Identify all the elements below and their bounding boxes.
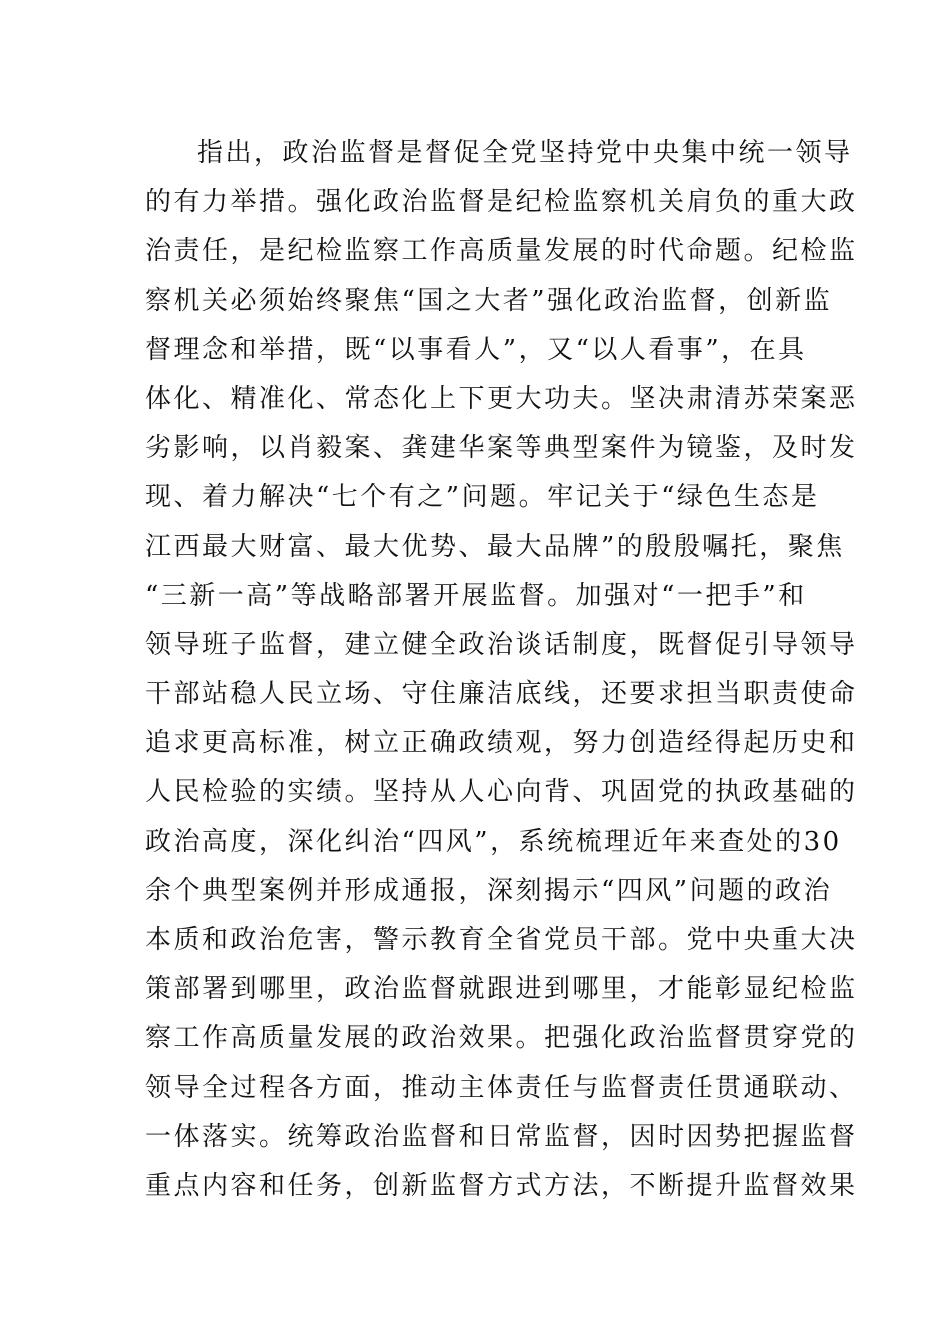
text-line-15: 政治高度，深化纠治“四风”，系统梳理近年来查处的30 — [145, 826, 842, 857]
text-line-17: 本质和政治危害，警示教育全省党员干部。党中央重大决 — [145, 925, 858, 955]
text-line-16: 余个典型案例并形成通报，深刻揭示“四风”问题的政治 — [145, 875, 833, 906]
text-line-3: 治责任，是纪检监察工作高质量发展的时代命题。纪检监 — [145, 236, 858, 267]
text-line-21: 一体落实。统筹政治监督和日常监督，因时因势把握监督 — [145, 1121, 858, 1152]
body-text — [145, 129, 858, 1211]
text-line-22: 重点内容和任务，创新监督方式方法，不断提升监督效果 — [145, 1170, 858, 1201]
text-line-18: 策部署到哪里，政治监督就跟进到哪里，才能彰显纪检监 — [145, 974, 858, 1005]
text-line-13: 追求更高标准，树立正确政绩观，努力创造经得起历史和 — [145, 728, 858, 759]
text-line-5: 督理念和举措，既“以事看人”，又“以人看事”，在具 — [145, 334, 807, 365]
text-line-4: 察机关必须始终聚焦“国之大者”强化政治监督，创新监 — [145, 285, 833, 316]
text-line-8: 现、着力解决“七个有之”问题。牢记关于“绿色生态是 — [145, 482, 820, 513]
text-line-2: 的有力举措。强化政治监督是纪检监察机关肩负的重大政 — [145, 187, 858, 218]
text-line-9: 江西最大财富、最大优势、最大品牌”的殷殷嘱托，聚焦 — [145, 531, 845, 562]
text-line-14: 人民检验的实绩。坚持从人心向背、巩固党的执政基础的 — [145, 777, 858, 808]
text-line-12: 干部站稳人民立场、守住廉洁底线，还要求担当职责使命 — [145, 679, 858, 710]
text-line-7: 劣影响，以肖毅案、龚建华案等典型案件为镜鉴，及时发 — [145, 433, 858, 464]
text-line-20: 领导全过程各方面，推动主体责任与监督责任贯通联动、 — [145, 1072, 858, 1103]
text-line-6: 体化、精准化、常态化上下更大功夫。坚决肃清苏荣案恶 — [145, 383, 858, 414]
text-line-11: 领导班子监督，建立健全政治谈话制度，既督促引导领导 — [145, 629, 858, 660]
text-line-1: 指出，政治监督是督促全党坚持党中央集中统一领导 — [197, 138, 853, 168]
text-line-10: “三新一高”等战略部署开展监督。加强对“一把手”和 — [145, 580, 807, 611]
text-line-19: 察工作高质量发展的政治效果。把强化政治监督贯穿党的 — [145, 1023, 858, 1054]
